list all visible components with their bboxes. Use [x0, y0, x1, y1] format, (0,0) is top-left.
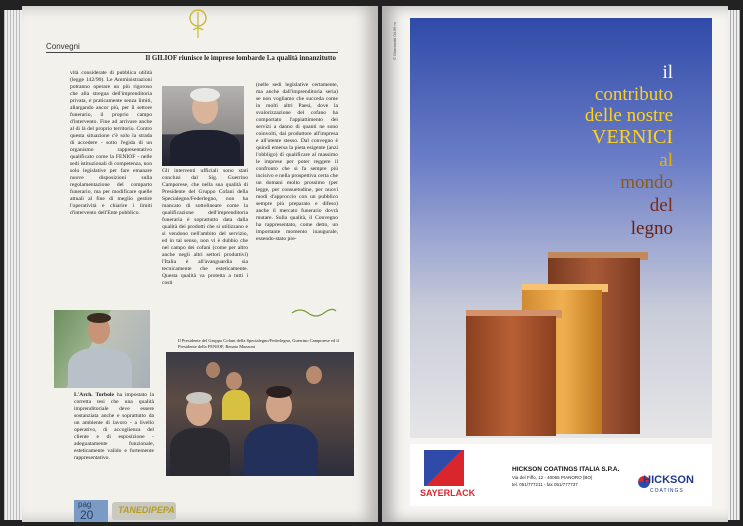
page-label: pag: [78, 500, 92, 509]
article-column-2: Gli interventi ufficiali sono stati conclusi dal Sig. Guerrino Camporese, che nella sua qualità di Presidente del Gruppo Cofani della Specialegno/Federlegno, non ha mancato di sottolineare come la qualificazione dell'imprenditoria funeraria è soprattutto data dalla qualità dei prodotti che si utilizzano e si vendono nell'ambito del servizio, ed in tal senso, non vi è dubbio che nel campo dei cofani (come per altro anche negli altri settori produttivi) l'Italia è all'avanguardia sia tecnicamente che esteticamente. Questa qualità va protetta a tutti i costi: [162, 168, 248, 286]
header-rule: [46, 52, 338, 53]
headline-line-8: legno: [630, 218, 673, 239]
company-phone: tel. 051/777211 - fax 051/777737: [512, 482, 578, 487]
footer-logo-text: TANEDIPEPA: [118, 505, 175, 515]
photo-speaker: [162, 86, 244, 166]
headline-line-3: delle nostre: [584, 105, 673, 126]
company-name: HICKSON COATINGS ITALIA S.P.A.: [512, 466, 620, 473]
sayerlack-label: SAYERLACK: [420, 488, 476, 498]
signature-logo: [290, 305, 338, 319]
article-column-3: (nelle sedi legislative certamente, ma anche dall'imprenditoria seria) se non vogliamo che succeda come in molti altri Paesi, dove la svalorizzazione del cofano ha comportato l'appiattimento dei servizi a danno di quanti ne sono coinvolti, dal produttore all'impresa e all'utente stesso. Dal convegno è quindi emersa la pieta esigente (anzi l'obbligo) di qualificare al massimo le imprese per poter reggere il confronto che si fa sempre più incisivo e nella prospettiva certa che un domani molto prossimo (per legge, per consuetudine, per nuovi modi d'approccio con un pubblico sempre più preparato e difeso) anche il mercato funerario dovrà mutare. Sulla qualità, il Convegno ha rappresentato, come detto, un importante momento inaugurale, essendo-stato pre-: [256, 82, 338, 242]
emblem-icon: [187, 8, 209, 42]
article-title: Il GILIOF riunisce le imprese lombarde La qualità innanzitutto: [145, 54, 336, 62]
headline-line-2: contributo: [594, 84, 673, 105]
side-note: © Giammotti 04.96 m: [392, 22, 397, 60]
headline-line-6: mondo: [620, 172, 673, 193]
page-stack-right: [728, 10, 740, 520]
article-column-1: vità considerate di pubblica utilità (legge 142/90). Le Amministrazioni potranno operare un più rigoroso che alla stregua dell'imprenditoria privata, e praticamente senza limiti, allargando ancor più, per il settore funerario, il proprio campo d'intervento. Fine ad arrivare anche al di là del proprio territorio. Contro questa situazione c'è solo la strada di accedere - sotto l'egida di un organismo rappresentativo qualificato come la FENIOF - nelle sedi istituzionali di competenza, non solo legislative per fare emanare nuove disposizioni sulla regolamentazione del comparto funerario, ma per modificare quelle attuali al fine di meglio gestire l'operatività e chiarire i limiti d'intervento dell'Ente pubblico.: [70, 70, 152, 216]
photo-architect: [54, 310, 150, 388]
headline-line-4: VERNICI: [591, 126, 673, 148]
section-label: Convegni: [46, 42, 80, 51]
photo-caption: Il Presidente del Gruppo Cofani della Specialegno/Federlegno, Guerrino Camporese ed il Presidente della FENIOF, Renato Mazzoni: [178, 338, 339, 349]
wood-plank-3: [466, 316, 556, 436]
sayerlack-logo-icon: [424, 450, 464, 486]
architect-name: L'Arch. Torbole: [74, 392, 114, 398]
page-number: 20: [80, 508, 94, 522]
headline-line-7: del: [649, 195, 673, 216]
hickson-subtitle: COATINGS: [650, 488, 684, 494]
company-address: Via del Fiffo, 12 - 40065 PIANORO (BO): [512, 475, 593, 480]
page-stack-left: [4, 10, 22, 520]
headline-line-5: al: [659, 150, 673, 171]
headline-line-1: il: [662, 62, 673, 83]
article-column-4: L'Arch. Torbole ha impostato la corretta tesi che una qualità imprenditoriale deve essere sostanziata anche e soprattutto da un ambiente di lavoro - a livello operativo, di accoglienza del cliente e di esposizione - adeguatamente funzionale, esteticamente valido e fortemente rappresentativo.: [74, 392, 154, 461]
hickson-brand: HICKSON: [643, 474, 694, 486]
photo-audience: [166, 352, 354, 476]
